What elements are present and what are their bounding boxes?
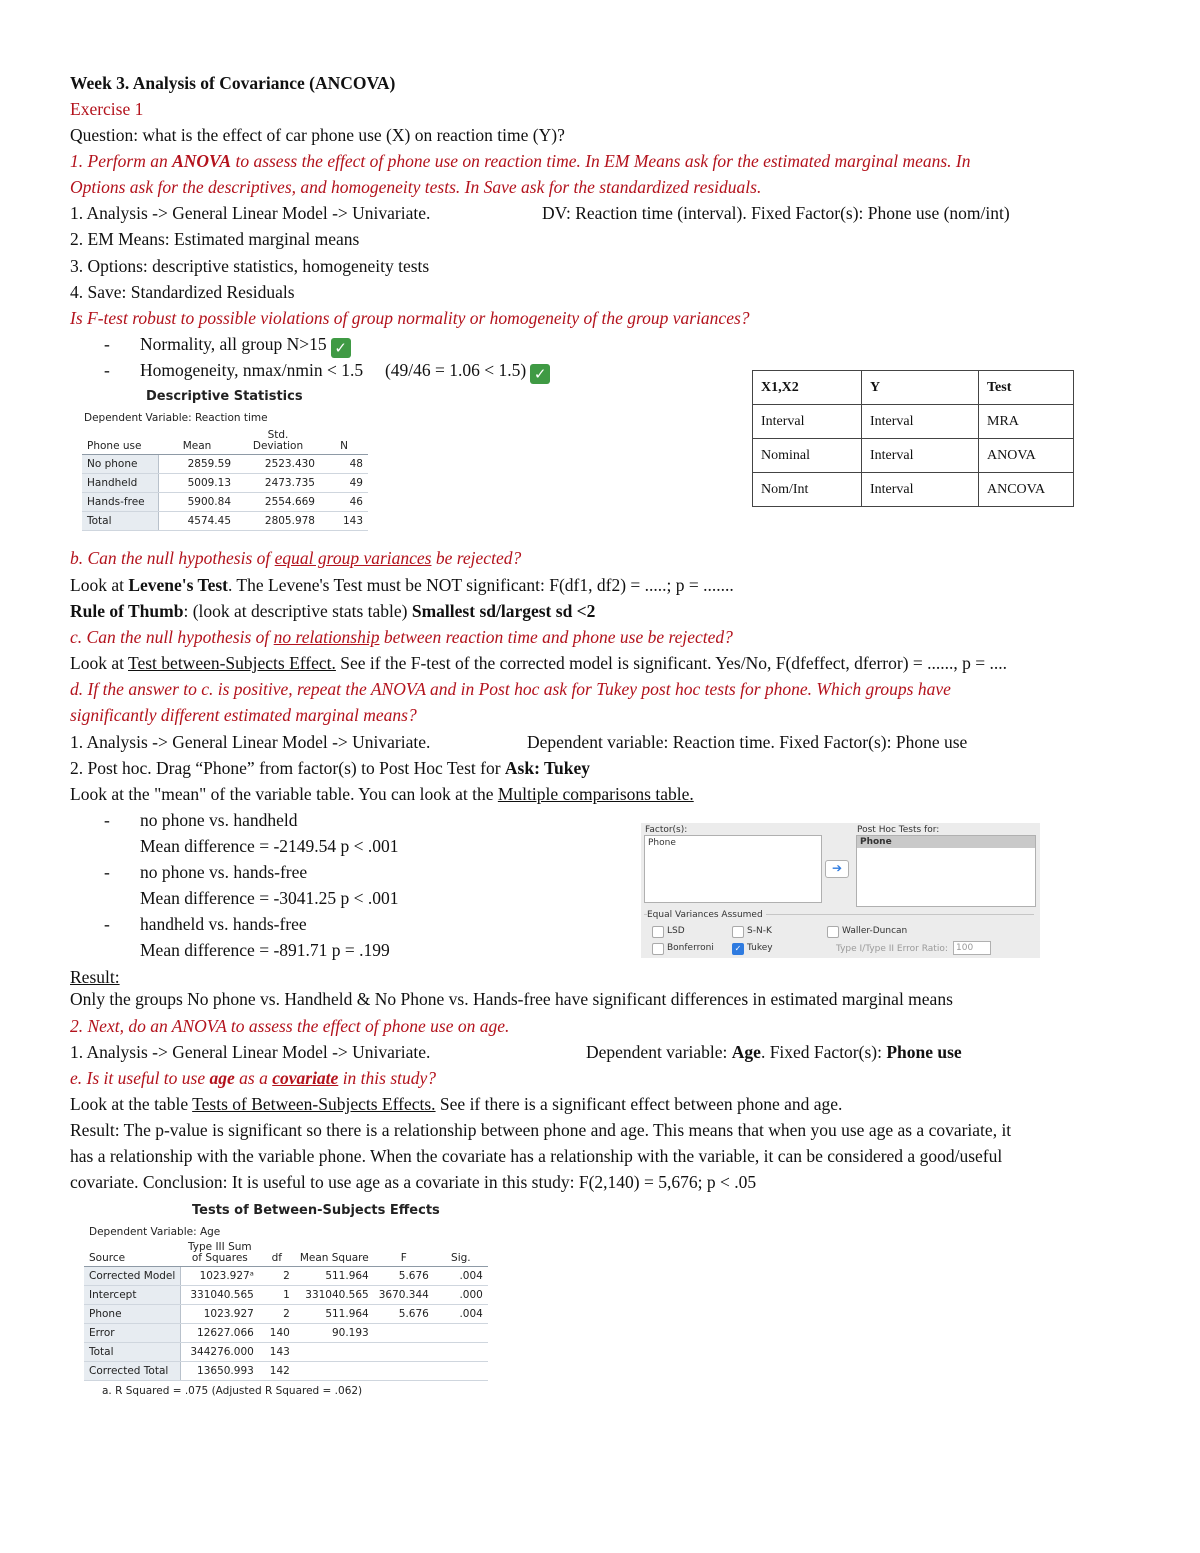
column-header: df <box>259 1242 295 1267</box>
table-row <box>84 1362 488 1381</box>
bullet-dash: - <box>104 810 110 830</box>
d-step-1-dv: Dependent variable: Reaction time. Fixed Factor(s): Phone use <box>527 732 968 752</box>
factors-label: Factor(s): <box>645 825 688 835</box>
table-header-row <box>753 371 1074 405</box>
row-label: Hands-free <box>82 493 158 512</box>
cell-value: 511.964 <box>295 1267 374 1286</box>
page-title: Week 3. Analysis of Covariance (ANCOVA) <box>70 73 396 93</box>
cell-value: .004 <box>434 1305 488 1324</box>
cell-value <box>295 1362 374 1381</box>
row-label: Corrected Total <box>84 1362 181 1381</box>
cell-value: 1023.927ᵃ <box>181 1267 259 1286</box>
column-header: Test <box>987 379 1012 395</box>
d-step-2: 2. Post hoc. Drag “Phone” from factor(s) to Post Hoc Test for Ask: Tukey <box>70 758 591 778</box>
post-hoc-item[interactable]: Phone <box>860 837 892 847</box>
age-step-1: 1. Analysis -> General Linear Model -> Univariate. <box>70 1042 431 1062</box>
comparison-3: handheld vs. hands-free <box>140 914 307 934</box>
table-row <box>84 1305 488 1324</box>
result-heading: Result: <box>70 967 120 987</box>
exercise-heading: Exercise 1 <box>70 99 144 119</box>
cell-value: 2805.978 <box>236 512 320 531</box>
cell-value: 331040.565 <box>295 1286 374 1305</box>
question-b: b. Can the null hypothesis of equal group variances be rejected? <box>70 548 522 568</box>
factors-list[interactable] <box>644 835 822 903</box>
cell-value: 5.676 <box>374 1305 434 1324</box>
column-header: X1,X2 <box>761 379 799 395</box>
dependent-variable-label: Dependent Variable: Age <box>89 1226 221 1238</box>
row-label: Total <box>82 512 158 531</box>
row-label: Error <box>84 1324 181 1343</box>
cell-value: 5009.13 <box>158 474 236 493</box>
column-header: N <box>320 430 368 455</box>
cell-value: Nom/Int <box>753 473 862 507</box>
lsd-checkbox[interactable] <box>652 926 664 938</box>
rule-of-thumb: Rule of Thumb: (look at descriptive stats table) Smallest sd/largest sd <2 <box>70 601 596 621</box>
cell-value: Interval <box>862 405 979 439</box>
question-e: e. Is it useful to use age as a covariate in this study? <box>70 1068 437 1088</box>
bullet-dash: - <box>104 334 110 354</box>
question-d-line-1: d. If the answer to c. is positive, repeat the ANOVA and in Post hoc ask for Tukey post hoc tests for phone. Which groups have <box>70 679 951 699</box>
check-mark-icon: ✓ <box>530 364 550 384</box>
row-label: Intercept <box>84 1286 181 1305</box>
lsd-label: LSD <box>667 926 685 936</box>
table-row <box>753 405 1074 439</box>
cell-value: 49 <box>320 474 368 493</box>
robust-question: Is F-test robust to possible violations of group normality or homogeneity of the group variances? <box>70 308 750 328</box>
cell-value: .004 <box>434 1267 488 1286</box>
between-subjects-effects-table <box>84 1200 536 1405</box>
column-header: Sig. <box>434 1242 488 1267</box>
result-line-2: has a relationship with the variable phone. When the covariate has a relationship with the variable, it can be considered a good/useful <box>70 1146 1003 1166</box>
cell-value <box>295 1343 374 1362</box>
column-header: Std. Deviation <box>236 430 320 455</box>
between-table-instruction: Look at the table Tests of Between-Subjects Effects. See if there is a significant effect between phone and age. <box>70 1094 843 1114</box>
step-2: 2. EM Means: Estimated marginal means <box>70 229 360 249</box>
row-label: Phone <box>84 1305 181 1324</box>
result-line-3: covariate. Conclusion: It is useful to use age as a covariate in this study: F(2,140) = 5,676; p < .05 <box>70 1172 757 1192</box>
homogeneity-item: Homogeneity, nmax/nmin < 1.5 (49/46 = 1.06 < 1.5) ✓ <box>140 359 550 384</box>
cell-value: 2473.735 <box>236 474 320 493</box>
tukey-label: Tukey <box>747 943 773 953</box>
bullet-dash: - <box>104 862 110 882</box>
cell-value: 2 <box>259 1267 295 1286</box>
table-row <box>84 1343 488 1362</box>
cell-value: 5900.84 <box>158 493 236 512</box>
cell-value: MRA <box>979 405 1074 439</box>
step-1-dv: DV: Reaction time (interval). Fixed Factor(s): Phone use (nom/int) <box>542 203 1010 223</box>
cell-value: 511.964 <box>295 1305 374 1324</box>
snk-checkbox[interactable] <box>732 926 744 938</box>
column-header: Phone use <box>82 430 158 455</box>
descriptive-statistics-table <box>82 386 372 536</box>
table-footnote: a. R Squared = .075 (Adjusted R Squared = .062) <box>102 1385 363 1397</box>
step-1: 1. Analysis -> General Linear Model -> Univariate. <box>70 203 431 223</box>
task-1-line-1: 1. Perform an ANOVA to assess the effect of phone use on reaction time. In EM Means ask for the estimated marginal means. In <box>70 151 971 171</box>
table-row <box>82 512 368 531</box>
cell-value: 143 <box>259 1343 295 1362</box>
cell-value: 2523.430 <box>236 455 320 474</box>
bullet-dash: - <box>104 914 110 934</box>
cell-value: 90.193 <box>295 1324 374 1343</box>
age-step-1-dv: Dependent variable: Age. Fixed Factor(s): Phone use <box>586 1042 962 1062</box>
cell-value: 2 <box>259 1305 295 1324</box>
result-line-1: Result: The p-value is significant so there is a relationship between phone and age. This means that when you use age as a covariate, it <box>70 1120 1012 1140</box>
cell-value: 12627.066 <box>181 1324 259 1343</box>
table-title: Descriptive Statistics <box>146 389 303 404</box>
table-row <box>82 493 368 512</box>
task-2: 2. Next, do an ANOVA to assess the effect of phone use on age. <box>70 1016 510 1036</box>
cell-value: 46 <box>320 493 368 512</box>
check-mark-icon: ✓ <box>331 338 351 358</box>
table-row <box>82 474 368 493</box>
row-label: Handheld <box>82 474 158 493</box>
between-subjects-instruction: Look at Test between-Subjects Effect. See if the F-test of the corrected model is significant. Yes/No, F(dfeffect, dferror) = ......, p = .... <box>70 653 1008 673</box>
task-1-line-2: Options ask for the descriptives, and homogeneity tests. In Save ask for the standardized residuals. <box>70 177 762 197</box>
row-label: Corrected Model <box>84 1267 181 1286</box>
step-4: 4. Save: Standardized Residuals <box>70 282 295 302</box>
cell-value: ANCOVA <box>979 473 1074 507</box>
comparison-1: no phone vs. handheld <box>140 810 298 830</box>
bonferroni-label: Bonferroni <box>667 943 714 953</box>
comparison-3-result: Mean difference = -891.71 p = .199 <box>140 940 390 960</box>
cell-value: 140 <box>259 1324 295 1343</box>
table-row <box>84 1286 488 1305</box>
column-header: Y <box>870 379 881 395</box>
cell-value: 4574.45 <box>158 512 236 531</box>
post-hoc-tests-label: Post Hoc Tests for: <box>857 825 940 835</box>
table-row <box>753 473 1074 507</box>
column-header: F <box>374 1242 434 1267</box>
cell-value <box>374 1362 434 1381</box>
question-c: c. Can the null hypothesis of no relationship between reaction time and phone use be rejected? <box>70 627 733 647</box>
column-header: Type III Sum of Squares <box>181 1242 259 1267</box>
multiple-comparisons-instruction: Look at the "mean" of the variable table. You can look at the Multiple comparisons table. <box>70 784 694 804</box>
row-label: No phone <box>82 455 158 474</box>
cell-value: ANOVA <box>979 439 1074 473</box>
cell-value <box>434 1324 488 1343</box>
snk-label: S-N-K <box>747 926 772 936</box>
cell-value: 5.676 <box>374 1267 434 1286</box>
cell-value: Interval <box>862 439 979 473</box>
normality-item: Normality, all group N>15 ✓ <box>140 333 351 358</box>
post-hoc-list[interactable] <box>856 835 1036 907</box>
cell-value: Interval <box>862 473 979 507</box>
table-row <box>82 455 368 474</box>
table-row <box>84 1267 488 1286</box>
column-header: Mean Square <box>295 1242 374 1267</box>
question-d-line-2: significantly different estimated marginal means? <box>70 705 417 725</box>
column-header: Mean <box>158 430 236 455</box>
tukey-checkbox[interactable]: ✓ <box>732 943 744 955</box>
result-text: Only the groups No phone vs. Handheld & No Phone vs. Hands-free have significant differences in estimated marginal means <box>70 989 953 1009</box>
table-row <box>84 1324 488 1343</box>
cell-value: 1023.927 <box>181 1305 259 1324</box>
d-step-1: 1. Analysis -> General Linear Model -> Univariate. <box>70 732 431 752</box>
bullet-dash: - <box>104 360 110 380</box>
equal-variances-group-label: Equal Variances Assumed <box>647 910 766 920</box>
cell-value: 143 <box>320 512 368 531</box>
test-selection-table <box>752 370 1074 507</box>
comparison-2: no phone vs. hands-free <box>140 862 308 882</box>
row-label: Total <box>84 1343 181 1362</box>
cell-value: .000 <box>434 1286 488 1305</box>
comparison-1-result: Mean difference = -2149.54 p < .001 <box>140 836 399 856</box>
cell-value: 142 <box>259 1362 295 1381</box>
cell-value: 48 <box>320 455 368 474</box>
cell-value <box>374 1343 434 1362</box>
cell-value <box>434 1362 488 1381</box>
cell-value: Nominal <box>753 439 862 473</box>
comparison-2-result: Mean difference = -3041.25 p < .001 <box>140 888 399 908</box>
cell-value: 13650.993 <box>181 1362 259 1381</box>
post-hoc-dialog <box>641 823 1040 958</box>
bonferroni-checkbox[interactable] <box>652 943 664 955</box>
error-ratio-label: Type I/Type II Error Ratio: <box>836 944 948 954</box>
levene-instruction: Look at Levene's Test. The Levene's Test must be NOT significant: F(df1, df2) = .....; p = ....... <box>70 575 734 595</box>
waller-duncan-checkbox[interactable] <box>827 926 839 938</box>
cell-value: 2554.669 <box>236 493 320 512</box>
cell-value: Interval <box>753 405 862 439</box>
arrow-right-icon[interactable]: ➔ <box>825 860 849 878</box>
table-row <box>753 439 1074 473</box>
cell-value <box>434 1343 488 1362</box>
cell-value <box>374 1324 434 1343</box>
factor-item[interactable]: Phone <box>648 838 676 848</box>
cell-value: 2859.59 <box>158 455 236 474</box>
step-3: 3. Options: descriptive statistics, homogeneity tests <box>70 256 430 276</box>
cell-value: 1 <box>259 1286 295 1305</box>
cell-value: 3670.344 <box>374 1286 434 1305</box>
cell-value: 331040.565 <box>181 1286 259 1305</box>
table-title: Tests of Between-Subjects Effects <box>192 1203 440 1218</box>
question-text: Question: what is the effect of car phone use (X) on reaction time (Y)? <box>70 125 565 145</box>
cell-value: 344276.000 <box>181 1343 259 1362</box>
column-header: Source <box>84 1242 181 1267</box>
waller-duncan-label: Waller-Duncan <box>842 926 908 936</box>
error-ratio-input[interactable]: 100 <box>953 941 991 955</box>
dependent-variable-label: Dependent Variable: Reaction time <box>84 412 268 424</box>
